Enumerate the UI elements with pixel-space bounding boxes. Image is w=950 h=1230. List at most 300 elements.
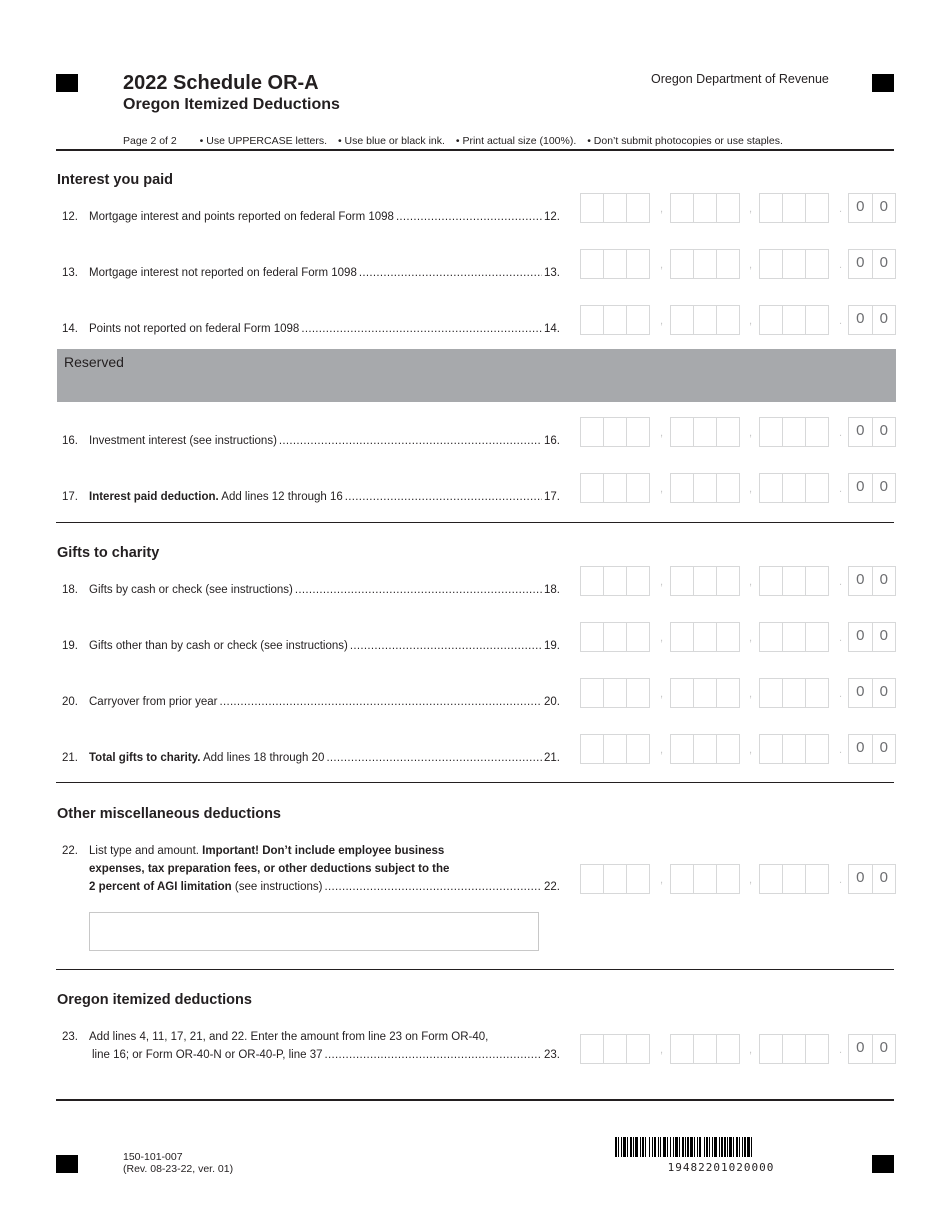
form-subtitle: Oregon Itemized Deductions <box>123 96 340 113</box>
line-23-amount[interactable] <box>580 1034 896 1064</box>
thousands-separator: , <box>749 1044 753 1056</box>
barcode-bar <box>654 1137 656 1157</box>
barcode-bar <box>673 1137 674 1157</box>
digit-cell[interactable] <box>694 194 717 222</box>
line-19-amount[interactable] <box>580 622 896 652</box>
line-number: 12. <box>62 211 78 223</box>
barcode-bar <box>697 1137 698 1157</box>
barcode-bar <box>687 1137 689 1157</box>
cents-field[interactable] <box>848 678 896 708</box>
digit-cell[interactable] <box>806 1035 828 1063</box>
cents-digit: 0 <box>849 735 873 763</box>
digit-cell[interactable] <box>671 418 694 446</box>
line-text: Mortgage interest and points reported on federal Form 1098 <box>89 211 394 223</box>
barcode-bar <box>621 1137 622 1157</box>
barcode-bar <box>694 1137 695 1157</box>
cents-digit: 0 <box>879 478 888 495</box>
thousands-separator: , <box>749 427 753 439</box>
line-17-amount[interactable] <box>580 473 896 503</box>
digit-cell[interactable] <box>783 735 806 763</box>
digit-cell[interactable] <box>783 306 806 334</box>
thousands-separator: , <box>660 632 664 644</box>
digit-cell[interactable] <box>604 865 627 893</box>
digit-cell[interactable] <box>806 250 828 278</box>
digit-cell[interactable] <box>604 1035 627 1063</box>
digit-cell[interactable] <box>581 250 604 278</box>
digit-cell[interactable] <box>604 474 627 502</box>
digit-cell[interactable] <box>717 474 739 502</box>
digit-cell[interactable] <box>694 735 717 763</box>
digit-cell[interactable] <box>717 1035 739 1063</box>
digit-group[interactable] <box>670 193 740 223</box>
decimal-point: . <box>839 483 843 495</box>
digit-group[interactable] <box>759 1034 829 1064</box>
digit-group[interactable] <box>759 622 829 652</box>
section-divider <box>56 969 894 970</box>
thousands-separator: , <box>660 688 664 700</box>
digit-cell[interactable] <box>604 250 627 278</box>
digit-cell[interactable] <box>671 250 694 278</box>
digit-cell[interactable] <box>783 567 806 595</box>
section-misc-heading: Other miscellaneous deductions <box>57 806 281 822</box>
digit-cell[interactable] <box>604 306 627 334</box>
line-number: 20. <box>62 696 78 708</box>
barcode-bar <box>642 1137 644 1157</box>
digit-cell[interactable] <box>581 418 604 446</box>
line-12-amount[interactable] <box>580 193 896 223</box>
section-divider <box>56 522 894 523</box>
digit-cell[interactable] <box>694 567 717 595</box>
cents-field[interactable] <box>848 566 896 596</box>
digit-cell[interactable] <box>760 567 783 595</box>
digit-cell[interactable] <box>806 735 828 763</box>
digit-group[interactable] <box>670 864 740 894</box>
digit-group[interactable] <box>580 678 650 708</box>
reserved-label: Reserved <box>64 354 124 370</box>
barcode-bar <box>623 1137 626 1157</box>
digit-cell[interactable] <box>760 679 783 707</box>
cents-digit: 0 <box>849 623 873 651</box>
instruction-uppercase: • Use UPPERCASE letters. <box>199 135 328 147</box>
line-20-amount[interactable] <box>580 678 896 708</box>
digit-cell[interactable] <box>581 194 604 222</box>
digit-cell[interactable] <box>671 306 694 334</box>
digit-cell[interactable] <box>581 474 604 502</box>
barcode-bar <box>690 1137 693 1157</box>
digit-cell[interactable] <box>717 865 739 893</box>
barcode-bar <box>724 1137 726 1157</box>
digit-cell[interactable] <box>717 623 739 651</box>
line-ref: 18. <box>544 584 560 596</box>
cents-field[interactable] <box>848 1034 896 1064</box>
digit-cell[interactable] <box>627 474 649 502</box>
digit-group[interactable] <box>670 734 740 764</box>
registration-mark <box>872 74 894 92</box>
thousands-separator: , <box>749 874 753 886</box>
instruction-print-size: • Print actual size (100%). <box>455 135 577 147</box>
line-text: Add lines 4, 11, 17, 21, and 22. Enter the amount from line 23 on Form OR-40, <box>89 1031 489 1043</box>
thousands-separator: , <box>749 259 753 271</box>
line-number: 16. <box>62 435 78 447</box>
line-ref: 21. <box>544 752 560 764</box>
digit-group[interactable] <box>759 249 829 279</box>
line-text: Add lines 18 through 20 <box>200 752 325 764</box>
line-22-type-input[interactable] <box>89 912 539 951</box>
cents-digit: 0 <box>879 310 888 327</box>
line-text: Carryover from prior year <box>89 696 218 708</box>
barcode-bar <box>682 1137 684 1157</box>
line-text: line 16; or Form OR-40-N or OR-40-P, line 37 <box>92 1049 323 1061</box>
digit-cell[interactable] <box>671 623 694 651</box>
digit-cell[interactable] <box>581 623 604 651</box>
barcode-bar <box>699 1137 701 1157</box>
decimal-point: . <box>839 427 843 439</box>
digit-cell[interactable] <box>760 735 783 763</box>
digit-group[interactable] <box>759 678 829 708</box>
digit-group[interactable] <box>759 305 829 335</box>
barcode-bar <box>675 1137 678 1157</box>
cents-digit: 0 <box>879 571 888 588</box>
cents-digit: 0 <box>849 250 873 278</box>
decimal-point: . <box>839 874 843 886</box>
line-text: Points not reported on federal Form 1098 <box>89 323 300 335</box>
digit-group[interactable] <box>759 566 829 596</box>
digit-group[interactable] <box>759 417 829 447</box>
digit-cell[interactable] <box>806 865 828 893</box>
digit-group[interactable] <box>759 193 829 223</box>
digit-cell[interactable] <box>694 1035 717 1063</box>
line-16-amount[interactable] <box>580 417 896 447</box>
digit-cell[interactable] <box>581 306 604 334</box>
line-ref: 22. <box>544 881 560 893</box>
thousands-separator: , <box>660 1044 664 1056</box>
line-18-amount[interactable] <box>580 566 896 596</box>
digit-group[interactable] <box>580 566 650 596</box>
page-number: Page 2 of 2 <box>123 135 177 147</box>
decimal-point: . <box>839 315 843 327</box>
digit-cell[interactable] <box>604 418 627 446</box>
digit-cell[interactable] <box>627 306 649 334</box>
line-number: 14. <box>62 323 78 335</box>
digit-cell[interactable] <box>671 865 694 893</box>
page-instructions <box>123 135 791 147</box>
digit-cell[interactable] <box>581 567 604 595</box>
digit-cell[interactable] <box>671 194 694 222</box>
thousands-separator: , <box>749 203 753 215</box>
digit-cell[interactable] <box>717 679 739 707</box>
barcode-bar <box>627 1137 628 1157</box>
line-ref: 23. <box>544 1049 560 1061</box>
line-13-amount[interactable] <box>580 249 896 279</box>
digit-cell[interactable] <box>581 735 604 763</box>
digit-cell[interactable] <box>806 679 828 707</box>
line-21-amount[interactable] <box>580 734 896 764</box>
digit-cell[interactable] <box>581 865 604 893</box>
digit-cell[interactable] <box>694 474 717 502</box>
cents-field[interactable] <box>848 622 896 652</box>
line-number: 19. <box>62 640 78 652</box>
cents-field[interactable] <box>848 193 896 223</box>
digit-group[interactable] <box>580 622 650 652</box>
barcode-bar <box>633 1137 634 1157</box>
barcode-bar <box>719 1137 720 1157</box>
digit-cell[interactable] <box>694 306 717 334</box>
digit-cell[interactable] <box>717 250 739 278</box>
decimal-point: . <box>839 259 843 271</box>
digit-group[interactable] <box>670 249 740 279</box>
digit-cell[interactable] <box>806 418 828 446</box>
thousands-separator: , <box>660 483 664 495</box>
digit-cell[interactable] <box>760 1035 783 1063</box>
digit-cell[interactable] <box>671 474 694 502</box>
cents-digit: 0 <box>849 474 873 502</box>
cents-field[interactable] <box>848 473 896 503</box>
digit-cell[interactable] <box>604 194 627 222</box>
thousands-separator: , <box>660 259 664 271</box>
digit-group[interactable] <box>759 864 829 894</box>
line-number: 22. <box>62 845 78 857</box>
reserved-band <box>57 349 896 402</box>
barcode-bar <box>744 1137 746 1157</box>
digit-cell[interactable] <box>806 194 828 222</box>
digit-cell[interactable] <box>581 1035 604 1063</box>
section-divider <box>56 782 894 783</box>
cents-field[interactable] <box>848 734 896 764</box>
barcode-bar <box>736 1137 738 1157</box>
line-ref: 14. <box>544 323 560 335</box>
digit-cell[interactable] <box>760 623 783 651</box>
digit-cell[interactable] <box>806 623 828 651</box>
footer-rule <box>56 1099 894 1101</box>
barcode-bar <box>685 1137 686 1157</box>
digit-group[interactable] <box>580 864 650 894</box>
cents-digit: 0 <box>879 627 888 644</box>
digit-cell[interactable] <box>627 418 649 446</box>
digit-cell[interactable] <box>717 194 739 222</box>
department-name: Oregon Department of Revenue <box>651 72 829 86</box>
digit-group[interactable] <box>759 734 829 764</box>
digit-cell[interactable] <box>671 1035 694 1063</box>
thousands-separator: , <box>660 427 664 439</box>
digit-cell[interactable] <box>627 1035 649 1063</box>
digit-cell[interactable] <box>717 567 739 595</box>
digit-cell[interactable] <box>627 623 649 651</box>
line-ref: 12. <box>544 211 560 223</box>
barcode-bar <box>658 1137 659 1157</box>
barcode-bar <box>712 1137 713 1157</box>
line-number: 13. <box>62 267 78 279</box>
digit-cell[interactable] <box>760 474 783 502</box>
digit-cell[interactable] <box>760 250 783 278</box>
barcode-bar <box>704 1137 705 1157</box>
line-text: Gifts by cash or check (see instructions) <box>89 584 293 596</box>
decimal-point: . <box>839 203 843 215</box>
digit-group[interactable] <box>580 305 650 335</box>
barcode-bar <box>645 1137 646 1157</box>
digit-cell[interactable] <box>627 250 649 278</box>
section-interest-heading: Interest you paid <box>57 172 174 188</box>
digit-group[interactable] <box>670 473 740 503</box>
digit-cell[interactable] <box>783 1035 806 1063</box>
barcode-bar <box>618 1137 619 1157</box>
decimal-point: . <box>839 744 843 756</box>
digit-cell[interactable] <box>783 474 806 502</box>
cents-digit: 0 <box>879 422 888 439</box>
barcode-bar <box>739 1137 740 1157</box>
line-text: Investment interest (see instructions) <box>89 435 277 447</box>
barcode-bar <box>751 1137 752 1157</box>
barcode-bar <box>727 1137 728 1157</box>
cents-digit: 0 <box>849 679 873 707</box>
cents-digit: 0 <box>879 254 888 271</box>
line-14-amount[interactable] <box>580 305 896 335</box>
form-number: 150-101-007 <box>123 1151 183 1163</box>
digit-group[interactable] <box>580 193 650 223</box>
section-total-heading: Oregon itemized deductions <box>57 992 252 1008</box>
barcode-bar <box>709 1137 710 1157</box>
digit-cell[interactable] <box>783 679 806 707</box>
thousands-separator: , <box>749 576 753 588</box>
barcode-bar <box>729 1137 732 1157</box>
digit-cell[interactable] <box>760 418 783 446</box>
digit-cell[interactable] <box>806 306 828 334</box>
thousands-separator: , <box>660 874 664 886</box>
decimal-point: . <box>839 688 843 700</box>
line-bold-text: expenses, tax preparation fees, or other deductions subject to the <box>89 863 450 875</box>
cents-digit: 0 <box>879 683 888 700</box>
digit-cell[interactable] <box>694 250 717 278</box>
cents-field[interactable] <box>848 249 896 279</box>
decimal-point: . <box>839 576 843 588</box>
barcode <box>615 1137 827 1157</box>
barcode-bar <box>679 1137 680 1157</box>
digit-group[interactable] <box>580 417 650 447</box>
barcode-bar <box>714 1137 717 1157</box>
line-text: List type and amount. <box>89 845 203 857</box>
barcode-bar <box>742 1137 743 1157</box>
barcode-bar <box>721 1137 723 1157</box>
digit-cell[interactable] <box>783 865 806 893</box>
digit-cell[interactable] <box>717 306 739 334</box>
digit-cell[interactable] <box>627 194 649 222</box>
digit-cell[interactable] <box>694 418 717 446</box>
digit-cell[interactable] <box>627 679 649 707</box>
form-title: 2022 Schedule OR-A <box>123 72 319 94</box>
digit-group[interactable] <box>670 678 740 708</box>
thousands-separator: , <box>749 483 753 495</box>
digit-cell[interactable] <box>806 474 828 502</box>
cents-digit: 0 <box>879 198 888 215</box>
cents-field[interactable] <box>848 864 896 894</box>
digit-group[interactable] <box>670 305 740 335</box>
barcode-number: 19482201020000 <box>667 1161 775 1174</box>
decimal-point: . <box>839 1044 843 1056</box>
line-bold-text: Total gifts to charity. <box>89 752 201 764</box>
digit-cell[interactable] <box>627 865 649 893</box>
digit-cell[interactable] <box>717 418 739 446</box>
line-bold-text: 2 percent of AGI limitation <box>89 881 232 893</box>
digit-cell[interactable] <box>627 735 649 763</box>
digit-group[interactable] <box>670 417 740 447</box>
line-number: 23. <box>62 1031 78 1043</box>
instruction-no-photocopies: • Don’t submit photocopies or use staples. <box>587 135 783 147</box>
barcode-bar <box>670 1137 671 1157</box>
thousands-separator: , <box>660 203 664 215</box>
barcode-bar <box>747 1137 750 1157</box>
digit-group[interactable] <box>580 473 650 503</box>
header-rule <box>56 149 894 151</box>
digit-cell[interactable] <box>806 567 828 595</box>
digit-cell[interactable] <box>760 194 783 222</box>
barcode-bar <box>640 1137 641 1157</box>
barcode-bar <box>660 1137 661 1157</box>
digit-cell[interactable] <box>581 679 604 707</box>
digit-cell[interactable] <box>783 623 806 651</box>
line-ref: 16. <box>544 435 560 447</box>
line-bold-text: Interest paid deduction. <box>89 491 219 503</box>
digit-cell[interactable] <box>671 735 694 763</box>
digit-cell[interactable] <box>694 623 717 651</box>
digit-cell[interactable] <box>604 735 627 763</box>
digit-cell[interactable] <box>760 865 783 893</box>
cents-digit: 0 <box>879 869 888 886</box>
cents-digit: 0 <box>849 567 873 595</box>
digit-cell[interactable] <box>783 418 806 446</box>
cents-field[interactable] <box>848 417 896 447</box>
barcode-bar <box>615 1137 617 1157</box>
digit-group[interactable] <box>670 622 740 652</box>
cents-field[interactable] <box>848 305 896 335</box>
line-22-amount[interactable] <box>580 864 896 894</box>
cents-digit: 0 <box>849 306 873 334</box>
section-charity-heading: Gifts to charity <box>57 545 160 561</box>
line-number: 21. <box>62 752 78 764</box>
digit-group[interactable] <box>580 1034 650 1064</box>
digit-cell[interactable] <box>627 567 649 595</box>
line-bold-text: Important! Don’t include employee business <box>202 845 445 857</box>
digit-group[interactable] <box>670 566 740 596</box>
digit-cell[interactable] <box>783 194 806 222</box>
digit-cell[interactable] <box>604 623 627 651</box>
digit-cell[interactable] <box>671 567 694 595</box>
digit-cell[interactable] <box>694 865 717 893</box>
barcode-bar <box>630 1137 632 1157</box>
digit-cell[interactable] <box>694 679 717 707</box>
digit-cell[interactable] <box>604 567 627 595</box>
line-ref: 17. <box>544 491 560 503</box>
line-ref: 20. <box>544 696 560 708</box>
thousands-separator: , <box>749 632 753 644</box>
thousands-separator: , <box>749 744 753 756</box>
digit-group[interactable] <box>759 473 829 503</box>
registration-mark <box>56 74 78 92</box>
digit-group[interactable] <box>580 734 650 764</box>
digit-cell[interactable] <box>783 250 806 278</box>
digit-group[interactable] <box>580 249 650 279</box>
digit-cell[interactable] <box>604 679 627 707</box>
digit-cell[interactable] <box>717 735 739 763</box>
line-ref: 13. <box>544 267 560 279</box>
barcode-bar <box>706 1137 708 1157</box>
digit-cell[interactable] <box>671 679 694 707</box>
registration-mark <box>56 1155 78 1173</box>
thousands-separator: , <box>660 576 664 588</box>
barcode-bar <box>667 1137 668 1157</box>
digit-group[interactable] <box>670 1034 740 1064</box>
line-text: Add lines 12 through 16 <box>218 491 343 503</box>
cents-digit: 0 <box>849 418 873 446</box>
digit-cell[interactable] <box>760 306 783 334</box>
